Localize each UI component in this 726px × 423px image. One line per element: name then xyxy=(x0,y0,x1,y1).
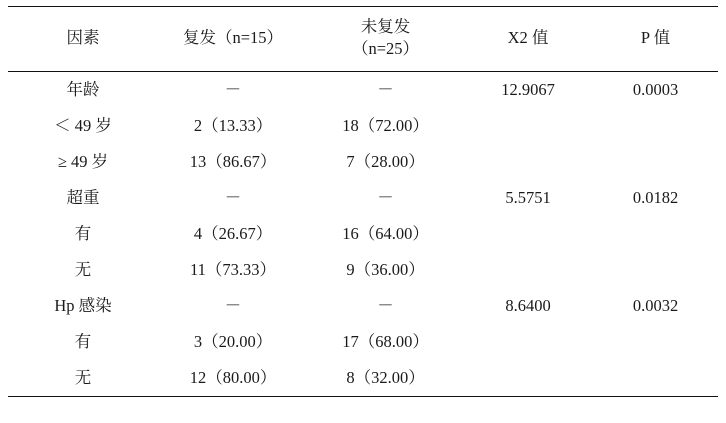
cell-x2: 12.9067 xyxy=(501,79,555,99)
cell-factor: 无 xyxy=(74,367,92,387)
column-header-p-line1: P 值 xyxy=(640,27,671,47)
cell-recurrence: 3（20.00） xyxy=(193,331,273,351)
cell-p xyxy=(593,324,718,360)
column-header-recurrence xyxy=(158,7,308,72)
cell-factor: ＜ 49 岁 xyxy=(54,115,112,135)
cell-no-recurrence: 16（64.00） xyxy=(342,223,429,243)
column-header-x2 xyxy=(463,7,593,72)
table-row xyxy=(8,216,718,252)
column-header-factor-line1: 因素 xyxy=(66,27,100,47)
column-header-x2-line1: X2 值 xyxy=(507,27,549,47)
column-header-no-recurrence xyxy=(308,7,463,72)
cell-x2 xyxy=(463,216,593,252)
cell-p xyxy=(593,252,718,288)
cell-factor: 超重 xyxy=(66,187,100,207)
cell-p xyxy=(593,360,718,397)
cell-factor: 年龄 xyxy=(66,79,100,99)
cell-factor: Hp 感染 xyxy=(54,295,112,315)
cell-recurrence: － xyxy=(224,295,242,315)
cell-p: 0.0032 xyxy=(632,295,679,315)
cell-x2 xyxy=(463,108,593,144)
table-header xyxy=(8,7,718,72)
cell-recurrence: 2（13.33） xyxy=(193,115,273,135)
cell-no-recurrence: － xyxy=(377,187,394,207)
cell-no-recurrence: － xyxy=(377,295,394,315)
table-row xyxy=(8,108,718,144)
table-row xyxy=(8,324,718,360)
cell-p xyxy=(593,216,718,252)
cell-recurrence: 11（73.33） xyxy=(189,259,276,279)
column-header-p xyxy=(593,7,718,72)
cell-no-recurrence: 18（72.00） xyxy=(342,115,429,135)
cell-p xyxy=(593,108,718,144)
column-header-factor xyxy=(8,7,158,72)
cell-x2 xyxy=(463,324,593,360)
statistics-table-container xyxy=(0,6,726,397)
column-header-no-recurrence-line2: （n=25） xyxy=(351,39,420,58)
cell-p: 0.0182 xyxy=(632,187,679,207)
cell-no-recurrence: － xyxy=(377,79,394,99)
cell-factor: ≥ 49 岁 xyxy=(57,151,109,171)
cell-p xyxy=(593,144,718,180)
table-row xyxy=(8,72,718,109)
table-row xyxy=(8,144,718,180)
table-row xyxy=(8,252,718,288)
cell-no-recurrence: 9（36.00） xyxy=(346,259,425,279)
cell-x2 xyxy=(463,360,593,397)
cell-no-recurrence: 8（32.00） xyxy=(346,367,425,387)
column-header-recurrence-line1: 复发（n=15） xyxy=(182,27,284,47)
statistics-table xyxy=(8,6,718,397)
cell-recurrence: 4（26.67） xyxy=(193,223,273,243)
table-body xyxy=(8,72,718,397)
column-header-no-recurrence-line1: 未复发 xyxy=(360,16,411,36)
cell-factor: 有 xyxy=(74,223,92,243)
cell-p: 0.0003 xyxy=(632,79,679,99)
table-row xyxy=(8,360,718,397)
table-row xyxy=(8,288,718,324)
cell-recurrence: － xyxy=(224,79,242,99)
cell-x2 xyxy=(463,252,593,288)
cell-x2: 5.5751 xyxy=(505,187,551,207)
cell-x2: 8.6400 xyxy=(505,295,551,315)
cell-factor: 有 xyxy=(74,331,92,351)
table-row xyxy=(8,180,718,216)
cell-factor: 无 xyxy=(74,259,92,279)
cell-x2 xyxy=(463,144,593,180)
header-row xyxy=(8,7,718,72)
cell-recurrence: － xyxy=(224,187,242,207)
cell-recurrence: 13（86.67） xyxy=(189,151,277,171)
cell-recurrence: 12（80.00） xyxy=(189,367,277,387)
cell-no-recurrence: 7（28.00） xyxy=(346,151,425,171)
cell-no-recurrence: 17（68.00） xyxy=(342,331,429,351)
